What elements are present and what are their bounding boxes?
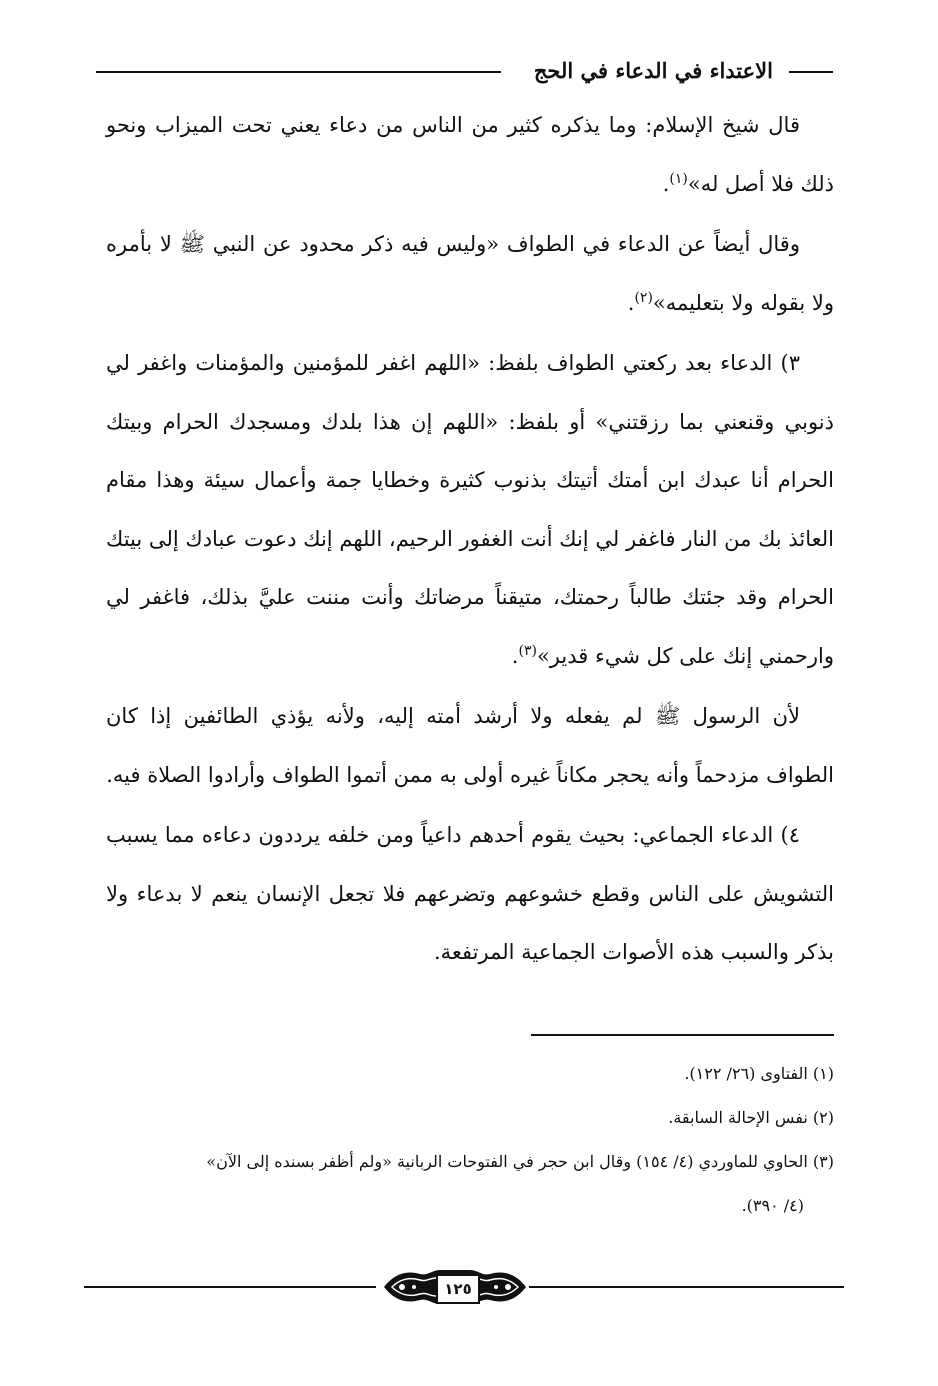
paragraph [106, 806, 834, 982]
paragraph [106, 687, 834, 804]
paragraph [106, 334, 834, 685]
footnote-1: (١) الفتاوى (٢٦/ ١٢٢). [684, 1064, 834, 1083]
page-number: ١٢٥ [436, 1274, 480, 1304]
paragraph-text: ٤) الدعاء الجماعي: بحيث يقوم أحدهم داعياً ومن خلفه يرددون دعاءه مما يسبب التشويش على الناس وقطع خشوعهم وتضرعهم فلا تجعل الإنسان ينعم لا بدعاء ولا بذكر والسبب هذه الأصوات الجماعية المرتفعة. [106, 823, 834, 964]
header-rule-right [789, 71, 833, 73]
header-title: الاعتداء في الدعاء في الحج [526, 56, 781, 86]
footnote-2: (٢) نفس الإحالة السابقة. [668, 1108, 834, 1127]
footnote-ref[interactable]: (١) [669, 170, 688, 187]
running-header [96, 56, 833, 86]
footnote-separator [531, 1034, 834, 1036]
paragraph-text: وقال أيضاً عن الدعاء في الطواف «وليس فيه ذكر محدود عن النبي ﷺ لا بأمره ولا بقوله ولا بتعليمه» [106, 232, 834, 315]
paragraph [106, 96, 834, 213]
paragraph-text: قال شيخ الإسلام: وما يذكره كثير من الناس من دعاء يعني تحت الميزاب ونحو ذلك فلا أصل له» [106, 113, 834, 196]
footnote-ref[interactable]: (٢) [634, 289, 653, 306]
paragraph-end: . [511, 643, 519, 668]
paragraph-end: . [627, 290, 635, 315]
paragraph-end: . [662, 171, 670, 196]
footnote-ref[interactable]: (٣) [518, 642, 537, 659]
paragraph-text: لأن الرسول ﷺ لم يفعله ولا أرشد أمته إليه، ولأنه يؤذي الطائفين إذا كان الطواف مزدحماً وأنه يحجر مكاناً غيره أولى به ممن أتموا الطواف وأرادوا الصلاة فيه. [106, 704, 834, 787]
body-text [106, 96, 834, 984]
paragraph-text: ٣) الدعاء بعد ركعتي الطواف بلفظ: «اللهم اغفر للمؤمنين والمؤمنات واغفر لي ذنوبي وقنعني بما رزقتني» أو بلفظ: «اللهم إن هذا بلدك ومسجدك الحرام وبيتك الحرام أنا عبدك ابن أمتك أتيتك بذنوب كثيرة وخطايا جمة وأعمال سيئة وهذا مقام العائذ بك من النار فاغفر لي إنك أنت الغفور الرحيم، اللهم إنك دعوت عبادك إلى بيتك الحرام وقد جئتك طالباً رحمتك، متيقناً مرضاتك وأنت مننت عليَّ بذلك، فاغفر لي وارحمني إنك على كل شيء قدير» [106, 351, 834, 668]
footer-rule-right [529, 1286, 844, 1288]
paragraph [106, 215, 834, 332]
header-rule-left [96, 71, 501, 73]
footer-rule-left [84, 1286, 376, 1288]
footnote-3-continued: (٤/ ٣٩٠). [741, 1196, 804, 1215]
footnotes [96, 1052, 834, 1228]
footnote-3: (٣) الحاوي للماوردي (٤/ ١٥٤) وقال ابن حجر في الفتوحات الربانية «ولم أظفر بسنده إلى الآن» [206, 1152, 834, 1171]
page-footer [84, 1262, 844, 1312]
